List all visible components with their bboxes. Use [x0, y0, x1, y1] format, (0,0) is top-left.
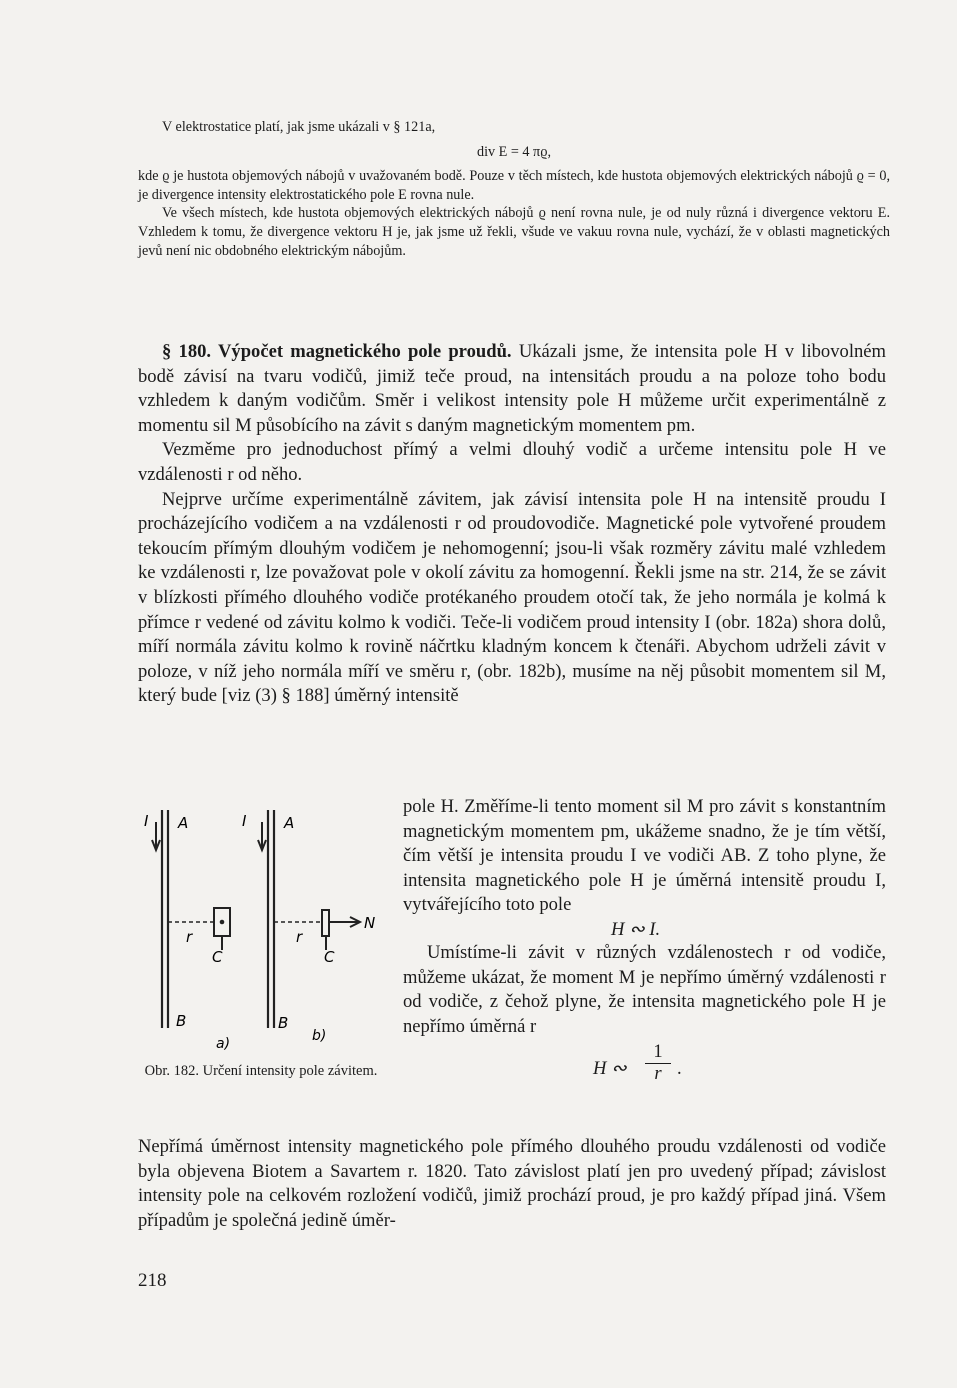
current-arrow-b	[258, 822, 266, 850]
proportionality-formula-2	[403, 1041, 886, 1091]
proportionality-formula-1: H ∾ I.	[611, 918, 661, 940]
normal-arrow-b	[329, 917, 360, 927]
top-small-print	[138, 118, 890, 260]
label-sub-b: b)	[312, 1028, 327, 1044]
section-paragraph-3: Nejprve určíme experimentálně závitem, jak závisí intensita pole H na intensitě proudu I procházejícího vodičem a na vzdálenosti r od proudovodiče. Magnetické pole vytvořené proudem tekoucím přímým dlouhým vodičem je nehomogenní; jsou-li však rozměry závitu malé vzhledem ke vzdálenosti r, lze považovat pole v okolí závitu za homogenní. Řekli jsme na str. 214, že se závit v blízkosti přímého dlouhého vodiče protékaného proudem otočí tak, že jeho normála je kolmá k přímce r vedené od závitu kolmo k vodiči. Teče-li vodičem proud intensity I (obr. 182a) shora dolů, míří normála závitu kolmo k rovině náčrtku kladným koncem k čtenáři. Abychom udrželi závit v poloze, v níž jeho normála míří ve směru r, (obr. 182b), musíme na něj působit momentem sil M, který bude [viz (3) § 188] úměrný intensitě	[138, 488, 886, 707]
formula-2-end: .	[677, 1058, 682, 1080]
label-I-b: I	[242, 812, 247, 830]
bottom-paragraph-block	[138, 1135, 886, 1233]
right-paragraph-1: pole H. Změříme-li tento moment sil M pro závit s konstantním magnetickým momentem pm, ukážeme snadno, že je tím větší, čím větší je intensita proudu I ve vodiči AB. Z toho plyne, že intensita magnetického pole H je úměrná intensitě proudu I, vytvářejícího toto pole	[403, 796, 886, 916]
divergence-formula: div E = 4 πϱ,	[476, 143, 551, 160]
formula-2-denominator: r	[654, 1063, 662, 1085]
page-number: 218	[138, 1270, 167, 1291]
formula-2-fraction	[645, 1041, 671, 1084]
label-I-a: I	[144, 812, 149, 830]
intro-line: V elektrostatice platí, jak jsme ukázali v § 121a,	[162, 119, 436, 135]
bottom-paragraph: Nepřímá úměrnost intensity magnetického pole přímého dlouhého proudu vzdálenosti od vodiče byla objevena Biotem a Savartem r. 1820. Tato závislost platí jen pro uvedený případ; závislost intensity pole na celkovém rozložení vodičů, jimiž prochází proud, je pro každý případ jiná. Všem případům je společná jedině úměr-	[138, 1136, 886, 1231]
figure-182	[136, 800, 396, 1062]
label-B-b: B	[278, 1014, 289, 1032]
label-r-b: r	[296, 928, 303, 946]
label-A-b: A	[284, 814, 295, 832]
current-arrow-a	[152, 822, 160, 850]
section-180	[138, 340, 886, 709]
section-paragraph-1: Ukázali jsme, že intensita pole H v libovolném bodě závisí na tvaru vodičů, jimiž teče proud, na intensitách proudu a na poloze toho bodu vzhledem k daným vodičům. Směr i velikost intensity pole H můžeme určit experimentálně z momentu sil M působícího na závit s daným magnetickým momentem pm.	[138, 341, 887, 436]
formula-2-numerator: 1	[645, 1041, 671, 1064]
label-B-a: B	[176, 1012, 187, 1030]
label-N-b: N	[364, 914, 376, 932]
label-C-b: C	[324, 948, 335, 966]
right-paragraph-2: Umístíme-li závit v různých vzdálenostech r od vodiče, můžeme ukázat, že moment M je nepřímo úměrný vzdálenosti r od vodiče, z čehož plyne, že intensita magnetického pole H je nepřímo úměrná r	[403, 941, 886, 1037]
label-r-a: r	[186, 928, 193, 946]
figure-caption: Obr. 182. Určení intensity pole závitem.	[144, 1063, 378, 1079]
small-paragraph-1: kde ϱ je hustota objemových nábojů v uvažovaném bodě. Pouze v těch místech, kde hustota objemových elektrických nábojů ϱ = 0, je divergence intensity elektrostatického pole E rovna nule.	[138, 168, 890, 203]
normal-dot-a	[220, 920, 225, 925]
formula-2-lhs: H ∾	[593, 1058, 627, 1080]
label-A-a: A	[178, 814, 189, 832]
label-sub-a: a)	[216, 1036, 231, 1052]
section-heading: § 180. Výpočet magnetického pole proudů.	[162, 341, 512, 362]
loop-b	[322, 910, 329, 936]
label-C-a: C	[212, 948, 223, 966]
small-paragraph-2: Ve všech místech, kde hustota objemových elektrických nábojů ϱ není rovna nule, je od nuly různá i divergence vektoru E. Vzhledem k tomu, že divergence vektoru H je, jak jsme už řekli, všude ve vakuu rovna nule, vychází, že v oblasti magnetických jevů není nic obdobného elektrickým nábojům.	[138, 205, 890, 259]
section-paragraph-2: Vezměme pro jednoduchost přímý a velmi dlouhý vodič a určeme intensitu pole H ve vzdálenosti r od něho.	[138, 439, 886, 485]
right-column-text	[403, 795, 886, 1091]
